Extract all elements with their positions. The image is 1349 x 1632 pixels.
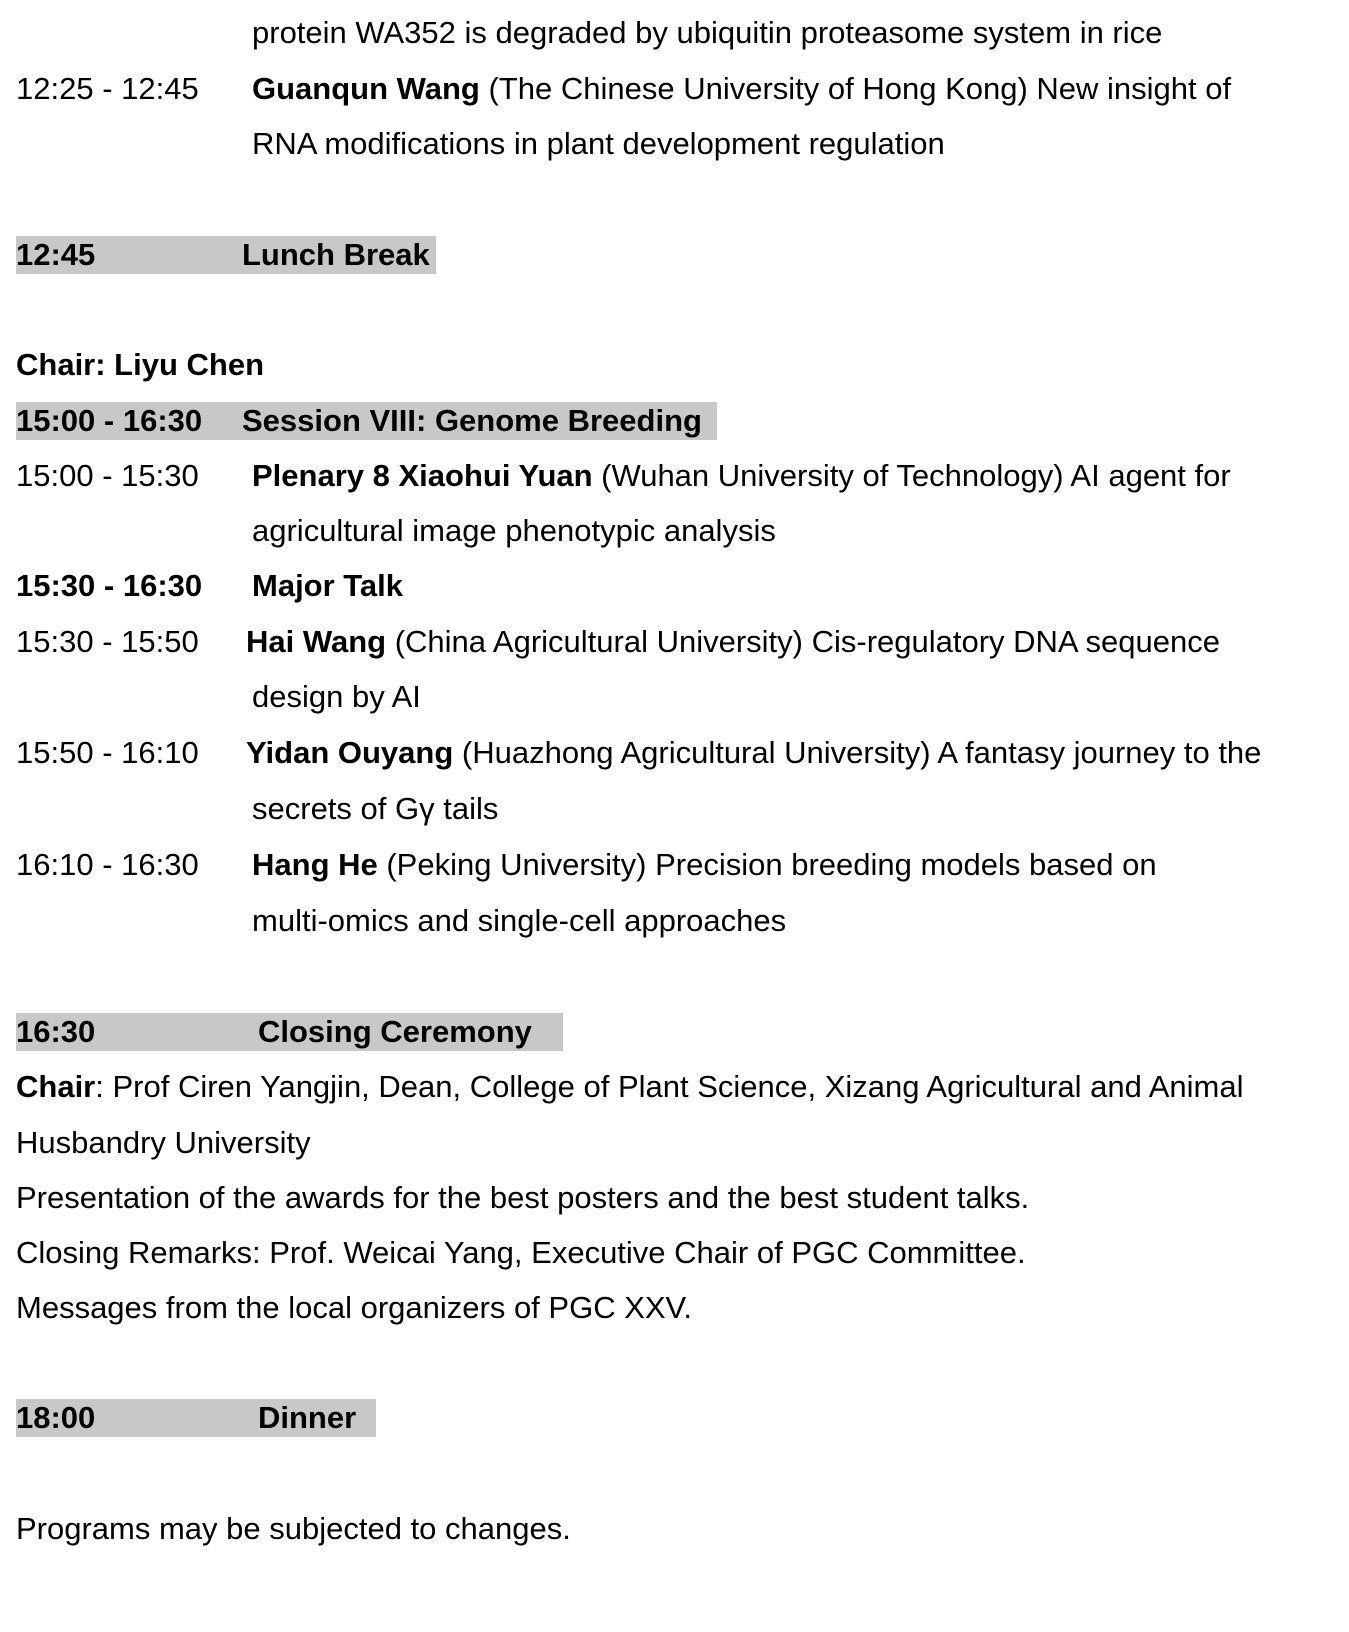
talk-desc: (Wuhan University of Technology) AI agent for <box>592 458 1231 493</box>
speaker-name: Plenary 8 Xiaohui Yuan <box>252 458 593 493</box>
chair-desc-cont: Husbandry University <box>16 1125 311 1160</box>
talk-text <box>246 623 1220 661</box>
session-banner <box>16 402 717 440</box>
messages-text: Messages from the local organizers of PGC XXV. <box>16 1290 692 1325</box>
dinner-banner <box>16 1399 376 1437</box>
talk-desc: (Peking University) Precision breeding models based on <box>377 847 1157 882</box>
dinner-label: Dinner <box>258 1400 357 1435</box>
speaker-name: Yidan Ouyang <box>246 735 454 770</box>
talk-time: 15:30 - 15:50 <box>16 624 199 659</box>
talk-title: protein WA352 is degraded by ubiquitin proteasome system in rice <box>252 15 1163 50</box>
chair-label: Chair <box>16 1069 96 1104</box>
talk-title: agricultural image phenotypic analysis <box>252 513 776 548</box>
note-text: Programs may be subjected to changes. <box>16 1511 571 1546</box>
chair-desc: : Prof Ciren Yangjin, Dean, College of Plant Science, Xizang Agricultural and Animal <box>95 1069 1244 1104</box>
talk-desc: (Huazhong Agricultural University) A fantasy journey to the <box>453 735 1262 770</box>
chair-text <box>16 1068 1243 1106</box>
talk-time: 15:00 - 15:30 <box>16 458 199 493</box>
talk-title: RNA modifications in plant development regulation <box>252 126 945 161</box>
chair-text: Chair: Liyu Chen <box>16 347 265 382</box>
talk-text <box>252 457 1231 495</box>
major-time: 15:30 - 16:30 <box>16 568 203 603</box>
talk-text <box>252 70 1231 108</box>
closing-time: 16:30 <box>16 1014 96 1049</box>
talk-time: 12:25 - 12:45 <box>16 71 199 106</box>
speaker-name: Hai Wang <box>246 624 387 659</box>
lunch-label: Lunch Break <box>242 237 430 272</box>
talk-title: design by AI <box>252 679 421 714</box>
talk-text <box>252 846 1157 884</box>
awards-text: Presentation of the awards for the best posters and the best student talks. <box>16 1180 1030 1215</box>
lunch-break-banner <box>16 236 436 274</box>
talk-desc: (The Chinese University of Hong Kong) New insight of <box>479 71 1232 106</box>
talk-text <box>246 734 1261 772</box>
talk-title: multi-omics and single-cell approaches <box>252 903 787 938</box>
closing-ceremony-banner <box>16 1013 563 1051</box>
talk-time: 16:10 - 16:30 <box>16 847 199 882</box>
dinner-time: 18:00 <box>16 1400 96 1435</box>
talk-desc: (China Agricultural University) Cis-regulatory DNA sequence <box>386 624 1220 659</box>
closing-label: Closing Ceremony <box>258 1014 532 1049</box>
talk-title: secrets of Gγ tails <box>252 791 499 826</box>
session-time: 15:00 - 16:30 <box>16 403 203 438</box>
speaker-name: Guanqun Wang <box>252 71 480 106</box>
talk-time: 15:50 - 16:10 <box>16 735 199 770</box>
session-label: Session VIII: Genome Breeding <box>242 403 702 438</box>
lunch-time: 12:45 <box>16 237 96 272</box>
major-label: Major Talk <box>252 568 404 603</box>
speaker-name: Hang He <box>252 847 378 882</box>
remarks-text: Closing Remarks: Prof. Weicai Yang, Executive Chair of PGC Committee. <box>16 1235 1026 1270</box>
